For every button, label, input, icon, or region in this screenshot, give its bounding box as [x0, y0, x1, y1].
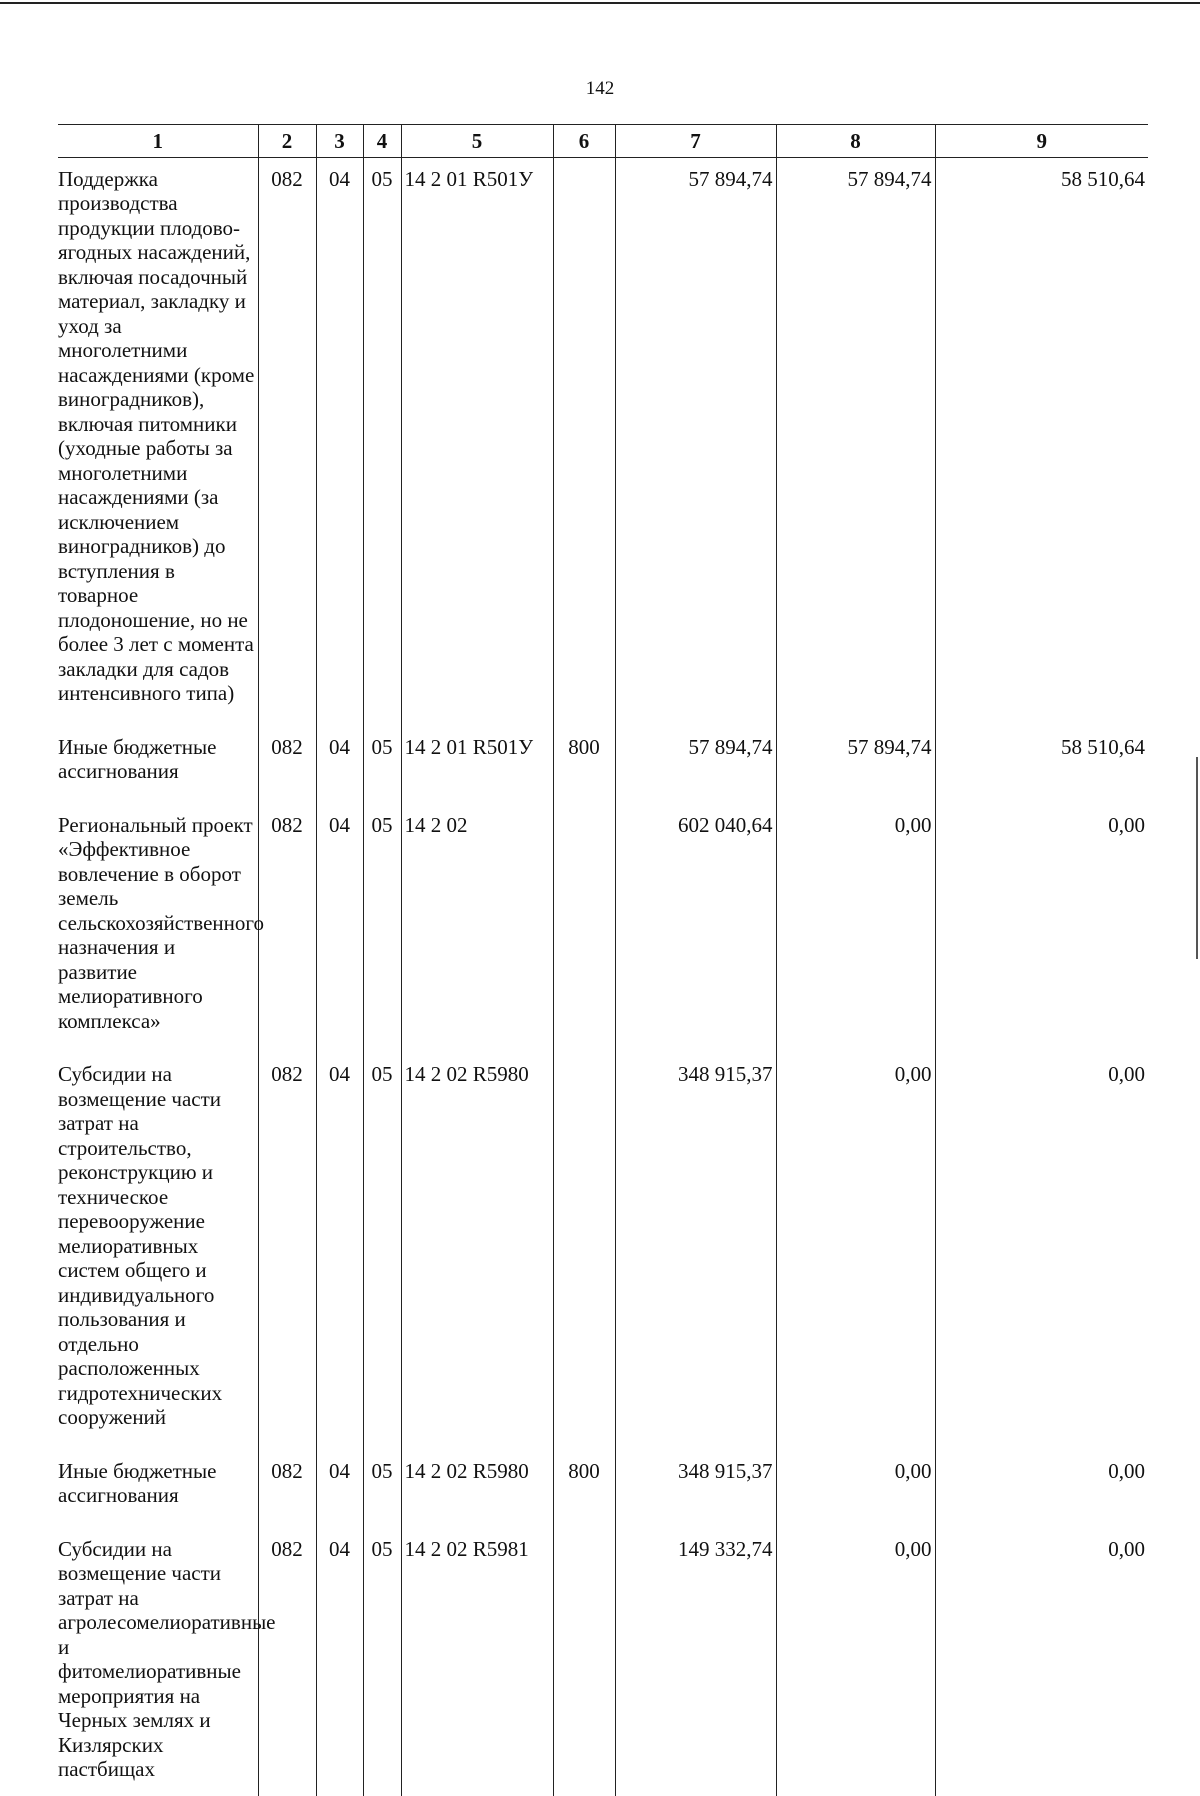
- col-header-1: 1: [58, 125, 258, 158]
- amount-col9: 0,00: [935, 804, 1148, 1054]
- section-code: 04: [316, 1053, 363, 1450]
- amount-col9: 58 510,64: [935, 726, 1148, 804]
- page-number: 142: [585, 78, 615, 99]
- row-name: Поддержка производства продукции плодово-ягодных насаждений, включая посадочный материал, закладку и уход за многолетними насаждениями (кроме виноградников), включая питомники (уходные работы за многолетними насаждениями (за исключением виноградников) до вступления в товарное плодоношение, но не более 3 лет с момента закладки для садов интенсивного типа): [58, 166, 255, 705]
- amount-col9: 58 510,64: [935, 157, 1148, 726]
- amount-col7: 602 040,64: [615, 804, 776, 1054]
- row-name: Субсидии на возмещение части затрат на строительство, реконструкцию и техническое перевооружение мелиоративных систем общего и индивидуального пользования и отдельно расположенных гидротехнических сооружений: [58, 1062, 223, 1429]
- subsection-code: 05: [363, 726, 401, 804]
- amount-col8: 57 894,74: [776, 726, 935, 804]
- col-header-7: 7: [615, 125, 776, 158]
- amount-col9: 0,00: [935, 1053, 1148, 1450]
- row-name: Субсидии на возмещение части затрат на агролесомелиоративные и фитомелиоративные мероприятия на Черных землях и Кизлярских пастбищах: [58, 1536, 276, 1781]
- col-header-9: 9: [935, 125, 1148, 158]
- expense-type-code: [553, 157, 615, 726]
- expense-type-code: [553, 1528, 615, 1796]
- amount-col9: 0,00: [935, 1450, 1148, 1528]
- row-name: Региональный проект «Эффективное вовлечение в оборот земель сельскохозяйственного назначения и развитие мелиоративного комплекса»: [58, 812, 264, 1033]
- section-code: 04: [316, 726, 363, 804]
- expense-type-code: [553, 804, 615, 1054]
- amount-col8: 0,00: [776, 1053, 935, 1450]
- budget-table: [58, 124, 1148, 1796]
- subsection-code: 05: [363, 157, 401, 726]
- target-article-code: 14 2 02 R5981: [401, 1528, 553, 1796]
- target-article-code: 14 2 02: [401, 804, 553, 1054]
- col-header-4: 4: [363, 125, 401, 158]
- amount-col7: 57 894,74: [615, 726, 776, 804]
- target-article-code: 14 2 01 R501У: [401, 726, 553, 804]
- expense-type-code: 800: [553, 1450, 615, 1528]
- table-row: [58, 1053, 1148, 1450]
- ministry-code: 082: [258, 1528, 316, 1796]
- subsection-code: 05: [363, 1450, 401, 1528]
- amount-col8: 57 894,74: [776, 157, 935, 726]
- amount-col8: 0,00: [776, 1528, 935, 1796]
- col-header-5: 5: [401, 125, 553, 158]
- amount-col8: 0,00: [776, 1450, 935, 1528]
- row-name: Иные бюджетные ассигнования: [58, 1458, 217, 1507]
- row-name: Иные бюджетные ассигнования: [58, 734, 217, 783]
- amount-col7: 348 915,37: [615, 1450, 776, 1528]
- ministry-code: 082: [258, 157, 316, 726]
- col-header-3: 3: [316, 125, 363, 158]
- header-row: [58, 125, 1148, 158]
- amount-col7: 149 332,74: [615, 1528, 776, 1796]
- expense-type-code: 800: [553, 726, 615, 804]
- amount-col8: 0,00: [776, 804, 935, 1054]
- section-code: 04: [316, 1450, 363, 1528]
- target-article-code: 14 2 01 R501У: [401, 157, 553, 726]
- table-row: [58, 1450, 1148, 1528]
- amount-col9: 0,00: [935, 1528, 1148, 1796]
- section-code: 04: [316, 157, 363, 726]
- table-row: [58, 804, 1148, 1054]
- section-code: 04: [316, 1528, 363, 1796]
- target-article-code: 14 2 02 R5980: [401, 1053, 553, 1450]
- table-row: [58, 1528, 1148, 1796]
- section-code: 04: [316, 804, 363, 1054]
- subsection-code: 05: [363, 804, 401, 1054]
- amount-col7: 57 894,74: [615, 157, 776, 726]
- col-header-6: 6: [553, 125, 615, 158]
- ministry-code: 082: [258, 1450, 316, 1528]
- expense-type-code: [553, 1053, 615, 1450]
- subsection-code: 05: [363, 1053, 401, 1450]
- table-row: [58, 726, 1148, 804]
- subsection-code: 05: [363, 1528, 401, 1796]
- top-rule: [0, 2, 1200, 4]
- table-row: [58, 157, 1148, 726]
- col-header-2: 2: [258, 125, 316, 158]
- ministry-code: 082: [258, 726, 316, 804]
- target-article-code: 14 2 02 R5980: [401, 1450, 553, 1528]
- ministry-code: 082: [258, 1053, 316, 1450]
- amount-col7: 348 915,37: [615, 1053, 776, 1450]
- ministry-code: 082: [258, 804, 316, 1054]
- col-header-8: 8: [776, 125, 935, 158]
- scan-margin-mark: [1196, 757, 1198, 959]
